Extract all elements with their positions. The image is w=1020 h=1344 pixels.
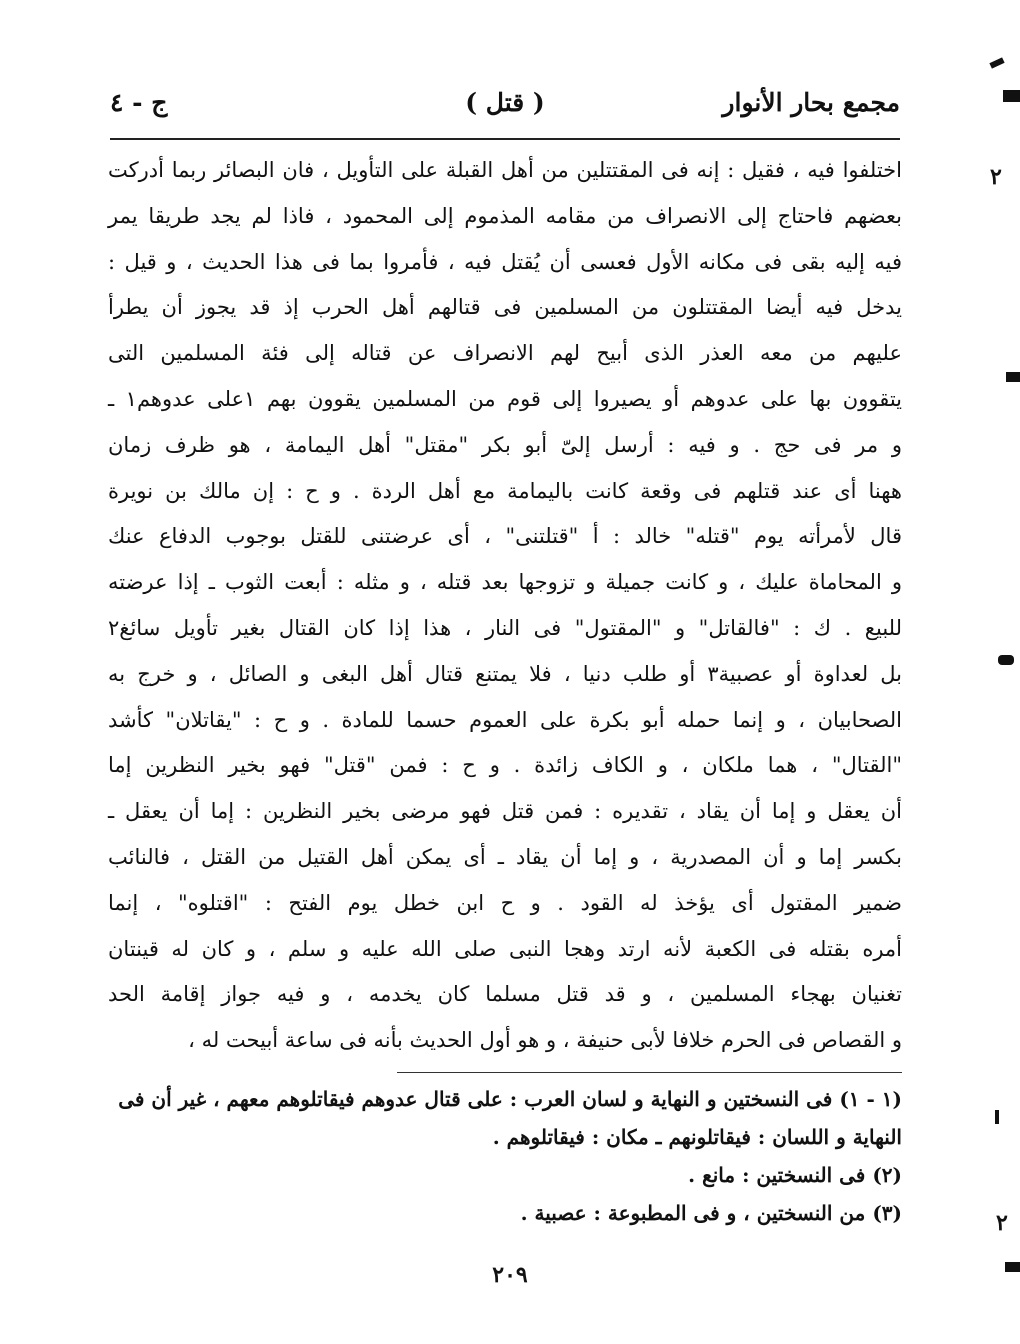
page-number: ٢٠٩ bbox=[492, 1262, 528, 1288]
text-line: للبيع . ك : "فالقاتل" و "المقتول" فى النار ، هذا إذا كان القتال بغير تأويل سائغ٢ bbox=[108, 615, 902, 640]
footnote: (١ - ١) فى النسختين و النهاية و لسان العرب : على قتال عدوهم فيقاتلوهم معهم ، غير أن فى bbox=[118, 1087, 902, 1111]
footnote: النهاية و اللسان : فيقاتلونهم ـ مكان : فيقاتلوهم . bbox=[492, 1125, 902, 1149]
text-line: عليهم من معه العذر الذى أبيح لهم الانصراف عن قتاله إلى فئة المسلمين التى bbox=[108, 341, 902, 366]
text-line: و مر فى حج . و فيه : أرسل إلىّ أبو بكر "مقتل" أهل اليمامة ، هو ظرف زمان bbox=[108, 432, 902, 457]
margin-mark bbox=[1003, 90, 1020, 102]
text-line: اختلفوا فيه ، فقيل : إنه فى المقتتلين من أهل القبلة على التأويل ، فان البصائر ربما أدركت bbox=[108, 158, 902, 182]
margin-numeral: ٢ bbox=[990, 164, 1002, 190]
text-line: فيه إليه بقى فى مكانه الأول فعسى أن يُقتل فيه ، فأمروا بما فى هذا الحديث ، و قيل : bbox=[108, 249, 902, 274]
margin-mark bbox=[1006, 372, 1020, 382]
margin-numeral: ٢ bbox=[996, 1210, 1008, 1236]
text-line: تغنيان بهجاء المسلمين ، و قد قتل مسلما كان يخدمه ، و فيه جواز إقامة الحد bbox=[108, 982, 903, 1007]
footnote: (٢) فى النسختين : مانع . bbox=[688, 1163, 902, 1187]
text-line: أن يعقل و إما أن يقاد ، تقديره : فمن قتل فهو مرضى بخير النظرين : إما أن يعقل ـ bbox=[108, 799, 902, 824]
main-text bbox=[108, 148, 902, 1064]
book-title: مجمع بحار الأنوار bbox=[722, 88, 900, 117]
chapter-title: ( قتل ) bbox=[465, 88, 545, 117]
footnote: (٣) من النسختين ، و فى المطبوعة : عصبية . bbox=[520, 1201, 902, 1225]
text-line: بل لعداوة أو عصبية٣ أو طلب دنيا ، فلا يمتنع قتال أهل البغى و الصائل ، و خرج به bbox=[108, 661, 902, 686]
text-line: أمره بقتله فى الكعبة لأنه ارتد وهجا النبى صلى الله عليه و سلم ، و كان له قينتان bbox=[108, 936, 902, 961]
header-rule bbox=[110, 138, 900, 140]
text-line: يدخل فيه أيضا المقتتلون من المسلمين فى قتالهم أهل الحرب إذ قد يجوز أن يطرأ bbox=[108, 295, 902, 320]
running-header bbox=[110, 82, 900, 128]
text-line: قال لأمرأته يوم "قتله" خالد : أ "قتلتنى" ، أى عرضتنى للقتل بوجوب الدفاع عنك bbox=[108, 524, 902, 549]
text-line: بعضهم فاحتاج إلى الانصراف من مقامه المذموم إلى المحمود ، فاذا لم يجد طريقا يمر bbox=[108, 203, 902, 228]
footnotes bbox=[108, 1080, 902, 1232]
text-line: الصحابيان ، و إنما حمله أبو بكرة على العموم حسما للمادة . و ح : "يقاتلان" كأشد bbox=[108, 707, 902, 732]
volume-number: ج - ٤ bbox=[110, 88, 168, 117]
text-line: و القصاص فى الحرم خلافا لأبى حنيفة ، و هو أول الحديث بأنه فى ساعة أبيحت له ، bbox=[188, 1028, 902, 1053]
text-line: بكسر إما و أن المصدرية ، و إما أن يقاد ـ أى يمكن أهل القتيل من القتل ، فالنائب bbox=[108, 844, 902, 869]
margin-mark bbox=[998, 655, 1014, 665]
margin-mark bbox=[1005, 1262, 1020, 1272]
margin-mark bbox=[989, 57, 1004, 68]
text-line: يتقوون بها على عدوهم أو يصيروا إلى قوم من المسلمين يقوون بهم ١على عدوهم١ ـ bbox=[108, 386, 903, 411]
footnote-rule bbox=[397, 1072, 902, 1073]
text-line: "القتال" ، هما ملكان ، و الكاف زائدة . و ح : فمن "قتل" فهو بخير النظرين إما bbox=[108, 753, 902, 778]
text-line: و المحاماة عليك ، و كانت جميلة و تزوجها بعد قتله ، و مثله : أبعت الثوب ـ إذا عرضته bbox=[108, 570, 902, 595]
text-line: ضمير المقتول أى يؤخذ له القود . و ح ابن خطل يوم الفتح : "اقتلوه" ، إنما bbox=[108, 890, 902, 915]
text-line: ههنا أى عند قتلهم فى وقعة كانت باليمامة مع أهل الردة . و ح : إن مالك بن نويرة bbox=[108, 478, 902, 503]
margin-mark bbox=[995, 1110, 999, 1124]
